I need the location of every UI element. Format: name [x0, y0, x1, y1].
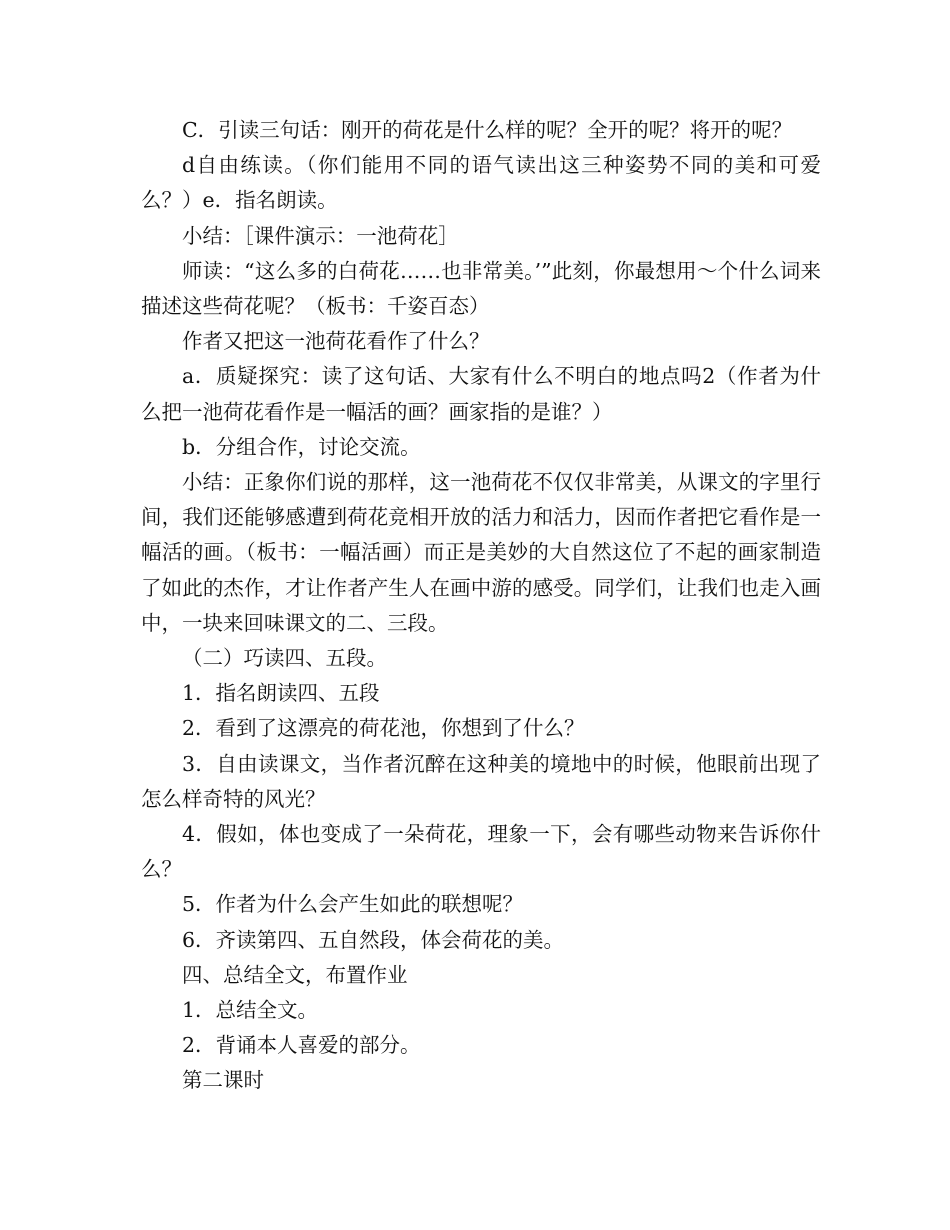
document-body [141, 113, 821, 1099]
paragraph-7: b．分组合作，讨论交流。 [182, 434, 421, 459]
paragraph-11: 2．看到了这漂亮的荷花池，你想到了什么？ [182, 716, 585, 741]
paragraph-8: 小结：正象你们说的那样，这一池荷花不仅仅非常美，从课文的字里行间，我们还能够感遭到荷花竞相开放的活力和活力，因而作者把它看作是一幅活的画。（板书：一幅活画）而正是美妙的大自然这位了不起的画家制造了如此的杰作，才让作者产生人在画中游的感受。同学们，让我们也走入画中，一块来回味课文的二、三段。 [141, 470, 821, 635]
paragraph-10: 1．指名朗读四、五段 [182, 681, 380, 706]
paragraph-16: 四、总结全文，布置作业 [182, 962, 408, 987]
paragraph-15: 6．齐读第四、五自然段，体会荷花的美。 [182, 927, 565, 952]
paragraph-18: 2．背诵本人喜爱的部分。 [182, 1033, 421, 1058]
paragraph-6: a．质疑探究：读了这句话、大家有什么不明白的地点吗2（作者为什么把一池荷花看作是一幅活的画？画家指的是谁？） [141, 364, 821, 424]
paragraph-4: 师读：“这么多的白荷花……也非常美。’”此刻，你最想用～个什么词来描述这些荷花呢？（板书：千姿百态） [141, 258, 821, 319]
paragraph-3: 小结：［课件演示：一池荷花］ [182, 223, 459, 248]
paragraph-17: 1．总结全文。 [182, 998, 319, 1023]
paragraph-12: 3．自由读课文，当作者沉醉在这种美的境地中的时候，他眼前出现了怎么样奇特的风光？ [141, 751, 821, 811]
paragraph-9: （二）巧读四、五段。 [182, 646, 387, 671]
paragraph-5: 作者又把这一池荷花看作了什么？ [182, 329, 490, 354]
paragraph-13: 4．假如，体也变成了一朵荷花，理象一下，会有哪些动物来告诉你什么？ [141, 822, 821, 882]
paragraph-2: d自由练读。（你们能用不同的语气读出这三种姿势不同的美和可爱么？）e．指名朗读。 [141, 153, 821, 213]
paragraph-19: 第二课时 [182, 1068, 264, 1093]
paragraph-14: 5．作者为什么会产生如此的联想呢？ [182, 892, 524, 917]
paragraph-1: C．引读三句话：刚开的荷花是什么样的呢？全开的呢？将开的呢？ [182, 118, 793, 142]
